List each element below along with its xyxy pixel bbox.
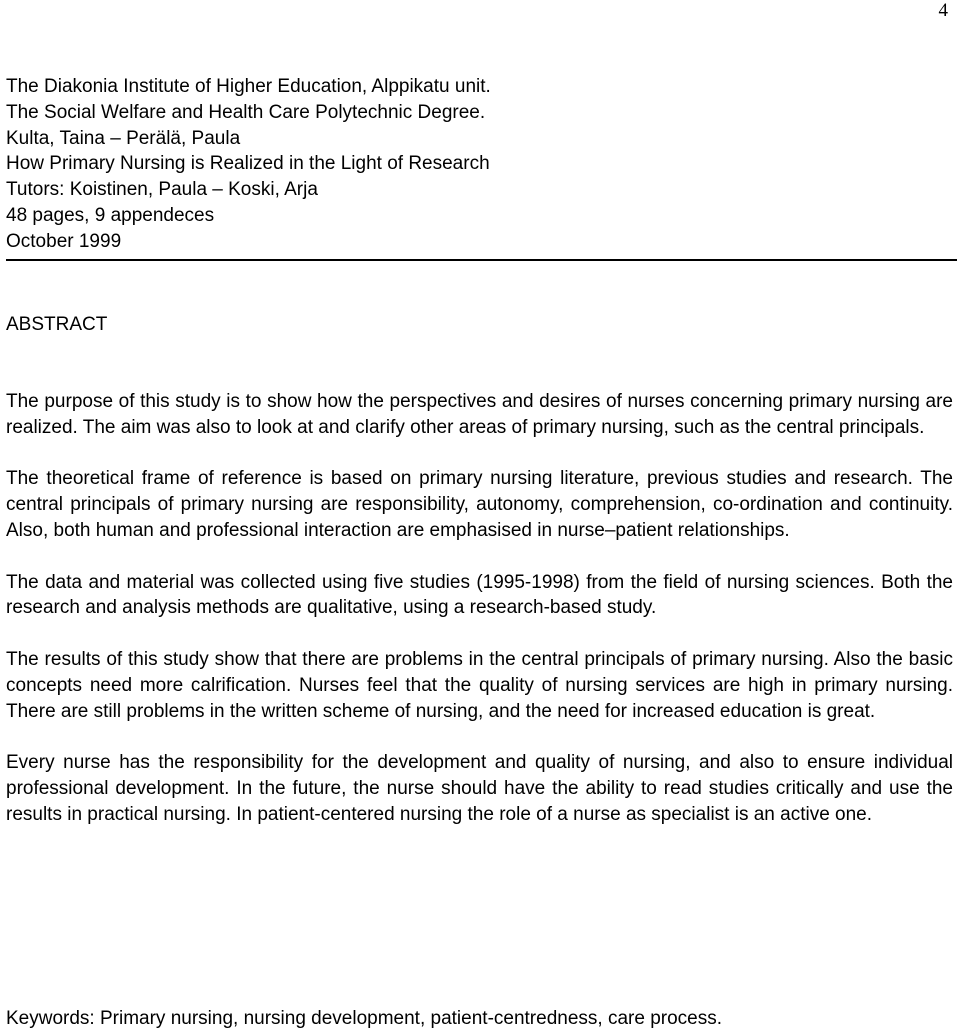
- abstract-heading: ABSTRACT: [6, 314, 108, 335]
- abstract-paragraph: Every nurse has the responsibility for the development and quality of nursing, and also to ensure individual professional development. In the future, the nurse should have the ability to read studies critically and use the results in practical nursing. In patient-centered nursing the role of a nurse as specialist is an active one.: [6, 752, 953, 825]
- abstract-paragraph: The theoretical frame of reference is based on primary nursing literature, previous studies and research. The central principals of primary nursing are responsibility, autonomy, comprehension, co-ordination and continuity. Also, both human and professional interaction are emphasised in nurse–patient relationships.: [6, 468, 953, 541]
- institution-line: The Diakonia Institute of Higher Education, Alppikatu unit.: [6, 76, 491, 97]
- authors-line: Kulta, Taina – Perälä, Paula: [6, 127, 241, 149]
- thesis-header: [6, 74, 956, 255]
- abstract-paragraph: The results of this study show that there are problems in the central principals of primary nursing. Also the basic concepts need more calrification. Nurses feel that the quality of nursing services are high in primary nursing. There are still problems in the written scheme of nursing, and the need for increased education is great.: [6, 648, 953, 722]
- abstract-body: [6, 389, 953, 853]
- tutors-line: Tutors: Koistinen, Paula – Koski, Arja: [6, 179, 318, 201]
- thesis-title: How Primary Nursing is Realized in the Light of Research: [6, 153, 490, 175]
- header-divider: [6, 259, 957, 261]
- page-number: 4: [938, 0, 948, 21]
- keywords-line: Keywords: Primary nursing, nursing development, patient-centredness, care process.: [6, 1008, 723, 1029]
- degree-line: The Social Welfare and Health Care Polytechnic Degree.: [6, 101, 486, 123]
- page-count-line: 48 pages, 9 appendeces: [6, 204, 215, 226]
- date-line: October 1999: [6, 230, 122, 252]
- abstract-paragraph: The data and material was collected using five studies (1995-1998) from the field of nursing sciences. Both the research and analysis methods are qualitative, using a research-based study.: [6, 571, 953, 619]
- abstract-paragraph: The purpose of this study is to show how the perspectives and desires of nurses concerning primary nursing are realized. The aim was also to look at and clarify other areas of primary nursing, such as the central principals.: [6, 391, 953, 438]
